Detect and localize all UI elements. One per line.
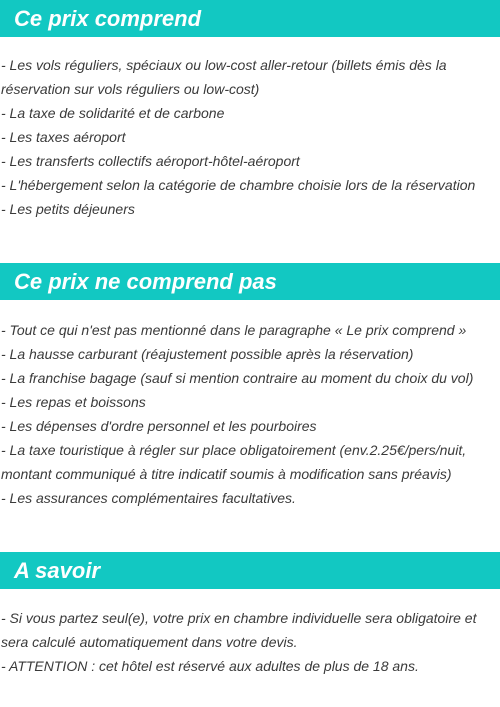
list-item: - Les vols réguliers, spéciaux ou low-cost aller-retour (billets émis dès la réservation sur vols réguliers ou low-cost) [1,57,447,97]
section-good-to-know [0,552,500,678]
list-item: - La hausse carburant (réajustement possible après la réservation) [1,346,414,362]
section-price-excludes [0,263,500,510]
list-item: - La taxe touristique à régler sur place obligatoirement (env.2.25€/pers/nuit, montant communiqué à titre indicatif soumis à modification sans préavis) [1,442,467,482]
section-body-price-includes [0,53,500,221]
section-body-price-excludes [0,318,500,510]
section-body-good-to-know [0,606,500,678]
list-item: - Les petits déjeuners [1,201,135,217]
list-item: - Les transferts collectifs aéroport-hôtel-aéroport [1,153,300,169]
section-title-price-excludes: Ce prix ne comprend pas [0,263,500,300]
list-item: - La franchise bagage (sauf si mention contraire au moment du choix du vol) [1,370,474,386]
list-item: - Les taxes aéroport [1,129,126,145]
list-item: - La taxe de solidarité et de carbone [1,105,225,121]
list-item: - Si vous partez seul(e), votre prix en chambre individuelle sera obligatoire et sera calculé automatiquement dans votre devis. [1,610,477,650]
section-title-price-includes: Ce prix comprend [0,0,500,37]
list-item: - Les repas et boissons [1,394,146,410]
list-item: - Les assurances complémentaires facultatives. [1,490,296,506]
section-price-includes [0,0,500,221]
list-item: - L'hébergement selon la catégorie de chambre choisie lors de la réservation [1,177,476,193]
section-title-good-to-know: A savoir [0,552,500,589]
list-item: - Les dépenses d'ordre personnel et les pourboires [1,418,317,434]
list-item: - Tout ce qui n'est pas mentionné dans le paragraphe « Le prix comprend » [1,322,467,338]
list-item: - ATTENTION : cet hôtel est réservé aux adultes de plus de 18 ans. [1,658,419,674]
